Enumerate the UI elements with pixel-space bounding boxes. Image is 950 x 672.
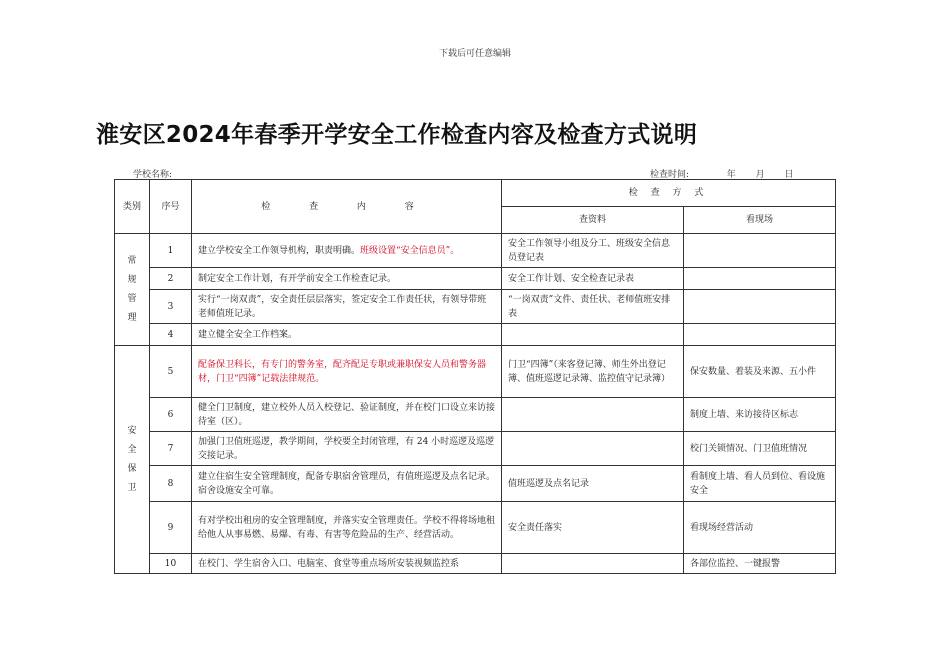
date-year-label: 年 <box>726 170 736 180</box>
onsite-cell: 校门关锁情况、门卫值班情况 <box>684 432 836 466</box>
documents-cell <box>502 398 684 432</box>
documents-cell: 安全责任落实 <box>502 502 684 554</box>
date-day-label: 日 <box>784 170 794 180</box>
top-note: 下载后可任意编辑 <box>438 49 511 59</box>
documents-cell: 值班巡逻及点名记录 <box>502 466 684 502</box>
header-onsite: 看现场 <box>684 207 836 234</box>
inspection-table <box>114 179 836 574</box>
documents-cell: “一岗双责”文件、责任状、老师值班安排表 <box>502 290 684 324</box>
category-cell <box>115 234 150 346</box>
documents-cell: 门卫“四簿”（来客登记簿、师生外出登记簿、值班巡逻记录簿、监控值守记录簿） <box>502 346 684 398</box>
content-cell <box>192 324 502 346</box>
documents-cell: 安全工作计划、安全检查记录表 <box>502 268 684 290</box>
category-char: 全 <box>127 444 137 455</box>
category-char: 卫 <box>127 482 137 493</box>
category-char: 规 <box>127 274 137 285</box>
table-row <box>115 290 836 324</box>
content-cell <box>192 554 502 574</box>
content-cell <box>192 268 502 290</box>
content-text: 制定安全工作计划，有开学前安全工作检查记录。 <box>198 273 397 284</box>
documents-cell <box>502 554 684 574</box>
category-cell <box>115 346 150 574</box>
onsite-cell <box>684 234 836 268</box>
onsite-cell <box>684 268 836 290</box>
header-number: 序号 <box>150 180 192 234</box>
content-highlight: 班级设置“安全信息员”。 <box>360 245 460 256</box>
table-row <box>115 502 836 554</box>
onsite-cell <box>684 324 836 346</box>
documents-cell <box>502 324 684 346</box>
table-row <box>115 398 836 432</box>
check-date-label: 检查时间: <box>650 170 690 180</box>
content-text: 加强门卫值班巡逻，教学期间，学校要全封闭管理，有 24 小时巡逻及巡逻交接记录。 <box>198 436 495 461</box>
content-cell <box>192 346 502 398</box>
category-char: 保 <box>127 463 137 474</box>
content-cell <box>192 466 502 502</box>
content-text: 健全门卫制度，建立校外人员入校登记、验证制度，并在校门口设立来访接待室（区）。 <box>198 402 496 427</box>
content-text: 在校门、学生宿舍入口、电脑室、食堂等重点场所安装视频监控系 <box>198 558 460 569</box>
onsite-cell: 看现场经营活动 <box>684 502 836 554</box>
header-content: 检 查 内 容 <box>192 180 502 234</box>
header-category: 类别 <box>115 180 150 234</box>
row-number: 10 <box>150 554 192 574</box>
row-number: 8 <box>150 466 192 502</box>
content-cell <box>192 234 502 268</box>
onsite-cell: 保安数量、着装及来源、五小件 <box>684 346 836 398</box>
category-char: 理 <box>127 312 137 323</box>
content-cell <box>192 502 502 554</box>
content-text: 建立健全安全工作档案。 <box>198 329 298 340</box>
school-name-label: 学校名称: <box>133 170 173 180</box>
row-number: 3 <box>150 290 192 324</box>
row-number: 5 <box>150 346 192 398</box>
onsite-cell: 看制度上墙、看人员到位、看设施安全 <box>684 466 836 502</box>
table-row <box>115 554 836 574</box>
onsite-cell: 制度上墙、来访接待区标志 <box>684 398 836 432</box>
header-documents: 查资料 <box>502 207 684 234</box>
row-number: 4 <box>150 324 192 346</box>
table-row <box>115 432 836 466</box>
content-text: 有对学校出租房的安全管理制度，并落实安全管理责任。学校不得将场地租给他人从事易燃、易爆、有毒、有害等危险品的生产、经营活动。 <box>198 515 496 540</box>
content-text: 建立学校安全工作领导机构，职责明确。 <box>198 245 361 256</box>
row-number: 1 <box>150 234 192 268</box>
content-text: 建立住宿生安全管理制度，配备专职宿舍管理员，有值班巡逻及点名记录。宿舍设施安全可靠。 <box>198 471 496 496</box>
table-row <box>115 234 836 268</box>
table-row <box>115 268 836 290</box>
table-row <box>115 324 836 346</box>
content-cell <box>192 290 502 324</box>
category-char: 安 <box>127 425 137 436</box>
documents-cell <box>502 432 684 466</box>
table-body <box>115 234 836 574</box>
row-number: 2 <box>150 268 192 290</box>
date-month-label: 月 <box>755 170 765 180</box>
content-cell <box>192 432 502 466</box>
page-title: 淮安区2024年春季开学安全工作检查内容及检查方式说明 <box>96 122 698 148</box>
onsite-cell <box>684 290 836 324</box>
table-row <box>115 346 836 398</box>
content-highlight: 配备保卫科长，有专门的警务室，配齐配足专职或兼职保安人员和警务器材，门卫“四簿”记载法律规范。 <box>198 359 487 384</box>
category-char: 管 <box>127 293 137 304</box>
row-number: 7 <box>150 432 192 466</box>
row-number: 9 <box>150 502 192 554</box>
content-text: 实行“一岗双责”，安全责任层层落实，签定安全工作责任状，有领导带班老师值班记录。 <box>198 294 487 319</box>
header-method: 检 查 方 式 <box>502 180 836 207</box>
onsite-cell: 各部位监控、一键报警 <box>684 554 836 574</box>
category-char: 常 <box>127 255 137 266</box>
row-number: 6 <box>150 398 192 432</box>
content-cell <box>192 398 502 432</box>
table-row <box>115 466 836 502</box>
documents-cell: 安全工作领导小组及分工、班级安全信息员登记表 <box>502 234 684 268</box>
